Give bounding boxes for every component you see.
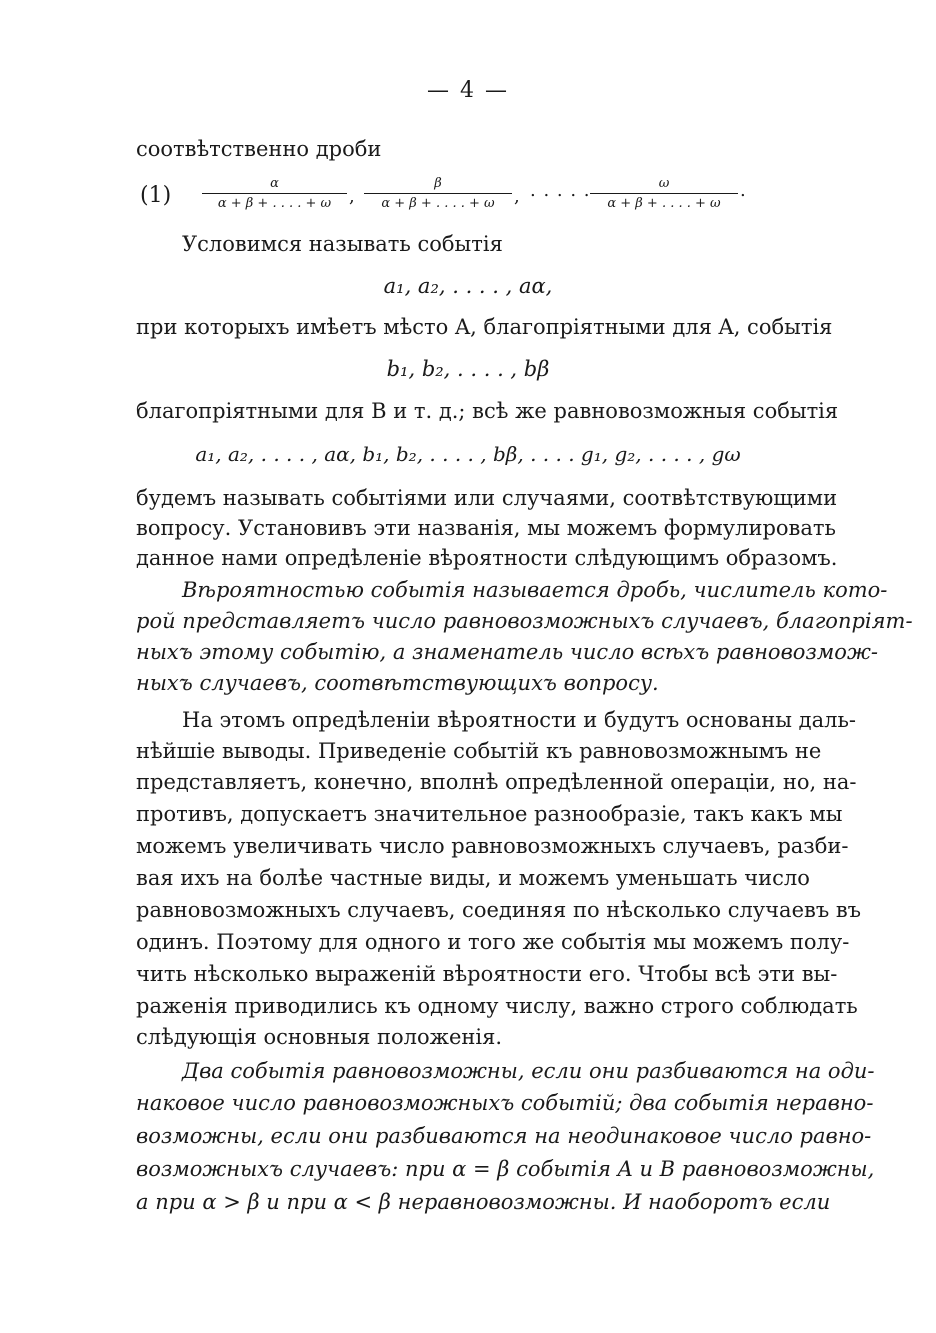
rule-line: возможныхъ случаевъ: при α = β событія A и B равновозможны, bbox=[136, 1157, 875, 1181]
math-line: a₁, a₂, . . . . , aα, bbox=[383, 274, 553, 298]
paragraph-line: слѣдующія основныя положенія. bbox=[136, 1025, 503, 1049]
math-line: a₁, a₂, . . . . , aα, b₁, b₂, . . . . , bβ, . . . . g₁, g₂, . . . . , gω bbox=[195, 442, 741, 466]
text-line: вопросу. Установивъ эти названія, мы можемъ формулировать bbox=[136, 516, 836, 540]
fraction-beta bbox=[364, 176, 512, 211]
paragraph-line: раженія приводились къ одному числу, важно строго соблюдать bbox=[136, 994, 858, 1018]
fraction-denominator: α + β + . . . . + ω bbox=[607, 196, 721, 211]
equation-comma: , bbox=[349, 186, 355, 207]
rule-line: наковое число равновозможныхъ событій; два событія неравно- bbox=[136, 1091, 874, 1115]
fraction-alpha bbox=[202, 176, 347, 211]
fraction-numerator: ω bbox=[658, 176, 670, 191]
paragraph-line: нѣйшіе выводы. Приведеніе событій къ равновозможнымъ не bbox=[136, 739, 822, 763]
text-line: при которыхъ имѣетъ мѣсто A, благопріятными для A, событія bbox=[136, 315, 833, 339]
fraction-numerator: β bbox=[434, 176, 442, 191]
intro-line: соотвѣтственно дроби bbox=[136, 137, 382, 161]
equation-period: . bbox=[740, 180, 746, 201]
fraction-denominator: α + β + . . . . + ω bbox=[217, 196, 332, 211]
definition-line: ныхъ случаевъ, соотвѣтствующихъ вопросу. bbox=[136, 671, 659, 695]
page-number: — 4 — bbox=[427, 78, 509, 103]
paragraph-line: На этомъ опредѣленіи вѣроятности и будутъ основаны даль- bbox=[182, 708, 856, 732]
text-line: Условимся называть событія bbox=[182, 232, 503, 256]
rule-line: а при α > β и при α < β неравновозможны. И наоборотъ если bbox=[136, 1190, 831, 1214]
definition-line: рой представляетъ число равновозможныхъ случаевъ, благопріят- bbox=[136, 609, 913, 633]
equation-comma: , bbox=[514, 186, 520, 207]
equation-ellipsis: . . . . . bbox=[530, 180, 591, 201]
equation-number: (1) bbox=[140, 183, 172, 208]
paragraph-line: представляетъ, конечно, вполнѣ опредѣленной операціи, но, на- bbox=[136, 770, 857, 794]
text-line: данное нами опредѣленіе вѣроятности слѣдующимъ образомъ. bbox=[136, 546, 838, 570]
text-line: будемъ называть событіями или случаями, соотвѣтствующими bbox=[136, 486, 838, 510]
paragraph-line: равновозможныхъ случаевъ, соединяя по нѣсколько случаевъ въ bbox=[136, 898, 862, 922]
math-line: b₁, b₂, . . . . , bβ bbox=[386, 357, 550, 381]
paragraph-line: можемъ увеличивать число равновозможныхъ случаевъ, разби- bbox=[136, 834, 849, 858]
definition-line: ныхъ этому событію, а знаменатель число всѣхъ равновозмож- bbox=[136, 640, 878, 664]
paragraph-line: противъ, допускаетъ значительное разнообразіе, такъ какъ мы bbox=[136, 802, 843, 826]
paragraph-line: вая ихъ на болѣе частные виды, и можемъ уменьшать число bbox=[136, 866, 810, 890]
text-line: благопріятными для B и т. д.; всѣ же равновозможныя событія bbox=[136, 399, 839, 423]
paragraph-line: одинъ. Поэтому для одного и того же событія мы можемъ полу- bbox=[136, 930, 850, 954]
paragraph-line: чить нѣсколько выраженій вѣроятности его. Чтобы всѣ эти вы- bbox=[136, 962, 838, 986]
fraction-denominator: α + β + . . . . + ω bbox=[381, 196, 495, 211]
fraction-omega bbox=[590, 176, 738, 211]
definition-line: Вѣроятностью событія называется дробь, числитель кото- bbox=[182, 578, 888, 602]
rule-line: возможны, если они разбиваются на неодинаковое число равно- bbox=[136, 1124, 872, 1148]
rule-line: Два событія равновозможны, если они разбиваются на оди- bbox=[182, 1059, 875, 1083]
fraction-numerator: α bbox=[270, 176, 279, 191]
